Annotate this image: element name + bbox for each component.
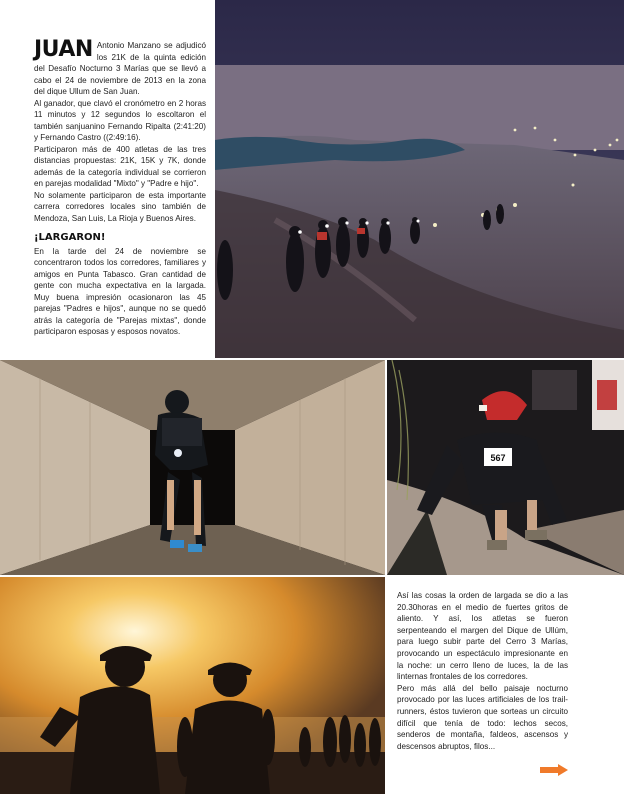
intro-paragraph-4: No solamente participaron de esta importante carrera corredores locales sino también de Mendoza, San Luis, La Rioja y Buenos Aires. xyxy=(34,190,206,223)
photo-sunset-silhouettes xyxy=(0,577,385,794)
bib-number: 567 xyxy=(490,453,506,463)
intro-paragraph-1: JUAN Antonio Manzano se adjudicó los 21K de la quinta edición del Desafío Nocturno 3 Marías que se llevó a cabo el 24 de noviembre de 2013 en la zona del dique Ullum de San Juan. xyxy=(34,37,206,96)
photo-night-mountain xyxy=(215,0,624,358)
section-paragraph-1: En la tarde del 24 de noviembre se concentraron todos los corredores, familiares y amigos en Punta Tabasco. Gran cantidad de gente con mucha expectativa en la largada. Muy buena impresión ocasionaron las 45 parejas "Padres e hijos", aunque no se quedó atrás la categoría de "Parejas mixtas", donde participaron esposas y esposos novatos. xyxy=(34,246,206,336)
photo-tunnel-runner xyxy=(0,360,385,575)
photo-bib-runner xyxy=(387,360,624,575)
section-subheading: ¡LARGARON! xyxy=(34,232,106,243)
intro-text-column xyxy=(34,37,206,338)
dropcap: JUAN xyxy=(34,37,93,62)
intro-paragraph-3: Participaron más de 400 atletas de las tres distancias propuestas: 21K, 15K y 7K, donde además de la categoría individual se corrieron en parejas modalidad "Mixto" y "Padre e hijo". xyxy=(34,144,206,188)
intro-paragraph-2: Al ganador, que clavó el cronómetro en 2 horas 11 minutos y 12 segundos lo escoltaron el también sanjuanino Fernando Ripalta (2:41:20) y Fernando Castro ((2:49:16). xyxy=(34,98,206,142)
closing-paragraph-2: Pero más allá del bello paisaje nocturno provocado por las luces artificiales de los trail-runners, éstos tuvieron que sorteas un circuito difícil que tenía de todo: lechos secos, senderos de montaña, faldeos, ascensos y descensos abruptos, filos... xyxy=(397,683,568,751)
arrow-right-icon xyxy=(540,763,568,775)
closing-paragraph-1: Así las cosas la orden de largada se dio a las 20.30horas en el medio de fuertes gritos de aliento. Y así, los atletas se fueron serpenteando el margen del Dique de Ullúm, para luego subir parte del Cerro 3 Marías, provocando un espectáculo impresionante en la noche: un cerro lleno de luces, la de las linternas frontales de los corredores. xyxy=(397,591,568,682)
closing-text-column xyxy=(397,590,568,752)
